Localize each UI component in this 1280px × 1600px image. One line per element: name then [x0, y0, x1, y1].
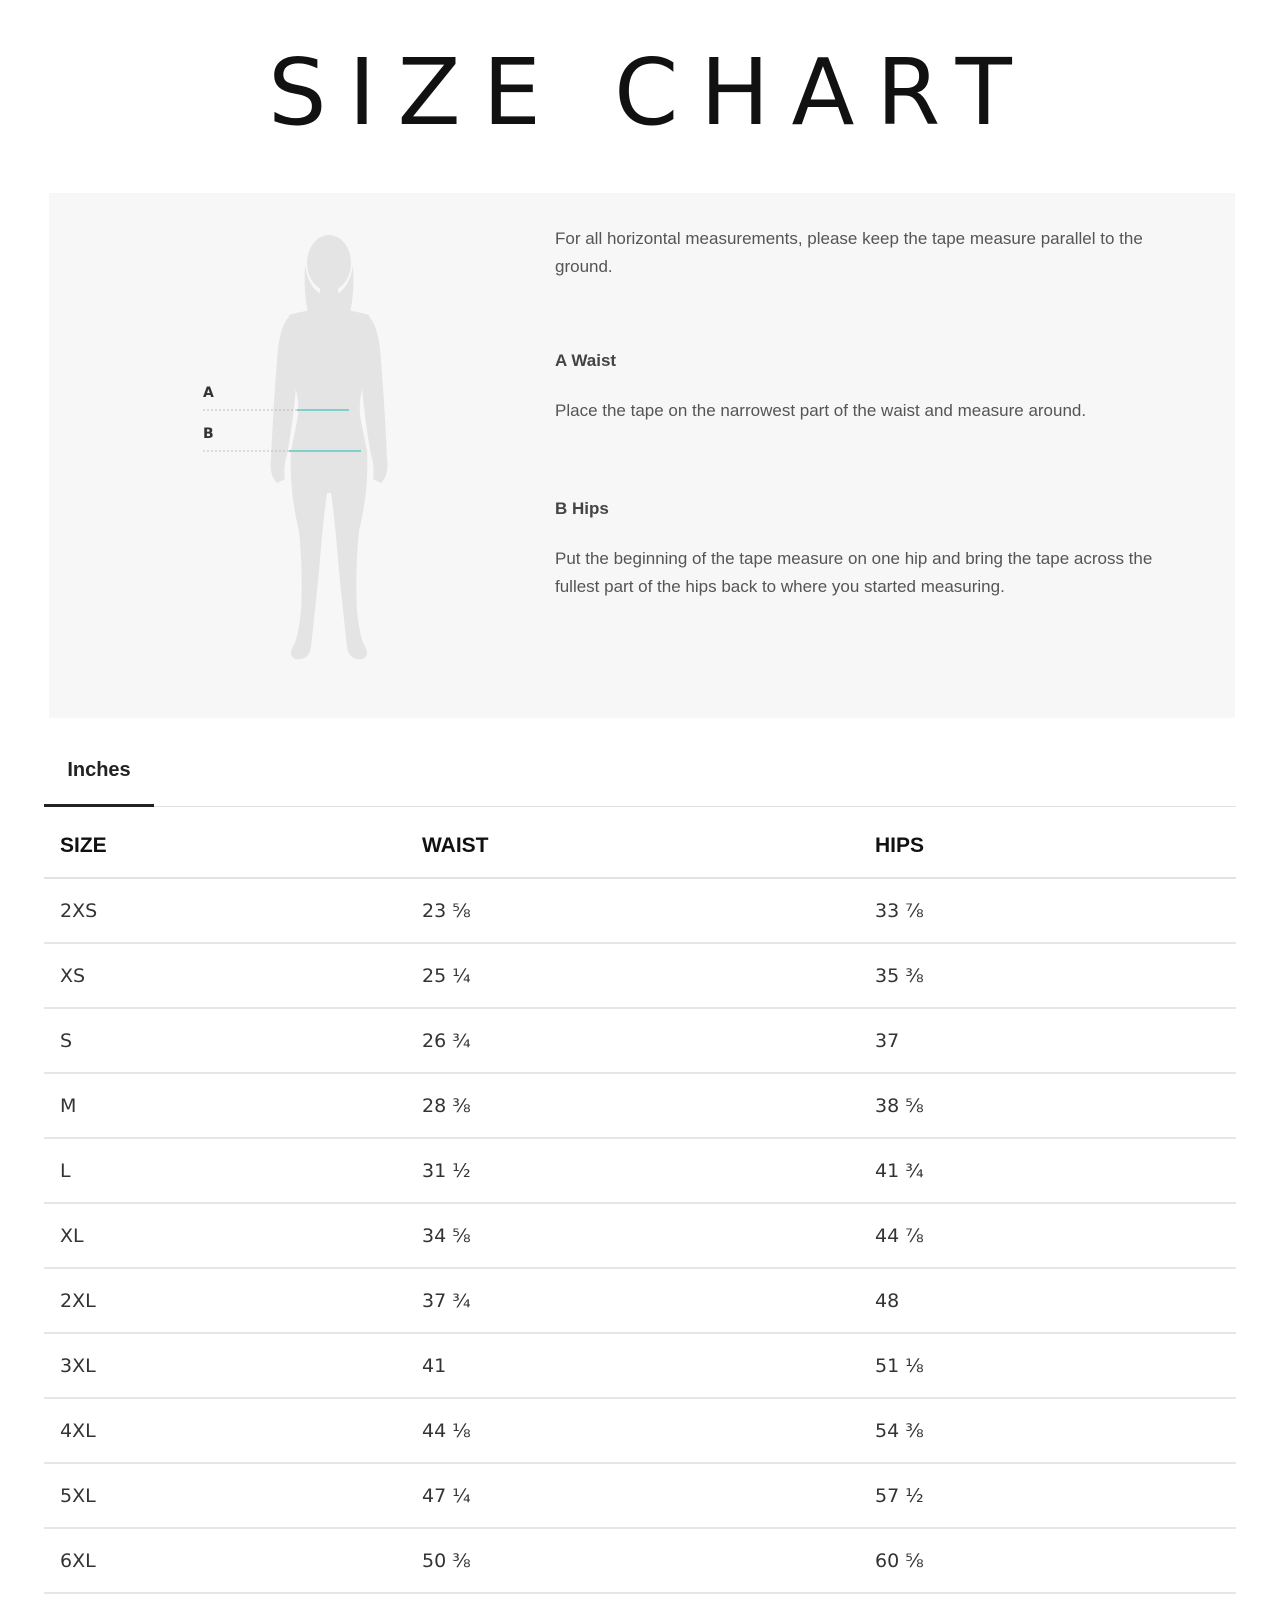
- header-waist: WAIST: [406, 815, 859, 878]
- hips-heading: B Hips: [555, 499, 609, 518]
- table-row: [44, 1008, 1236, 1073]
- size-table: [44, 815, 1236, 1594]
- hips-cell: 35 ⅜: [859, 943, 1236, 1008]
- body-figure: [199, 231, 459, 671]
- waist-cell: 50 ⅜: [406, 1528, 859, 1593]
- hips-cell: 57 ½: [859, 1463, 1236, 1528]
- unit-tabs: [44, 742, 1236, 807]
- hips-description: Put the beginning of the tape measure on one hip and bring the tape across the fullest part of the hips back to where you started measuring.: [555, 549, 1153, 596]
- page-title: SIZE CHART: [268, 39, 1034, 146]
- waist-cell: 37 ¾: [406, 1268, 859, 1333]
- waist-heading: A Waist: [555, 351, 617, 370]
- marker-a: A: [203, 385, 214, 401]
- table-row: [44, 943, 1236, 1008]
- table-row: [44, 1268, 1236, 1333]
- marker-b: B: [203, 426, 214, 442]
- measurement-guide: [49, 193, 1235, 718]
- hips-cell: 38 ⅝: [859, 1073, 1236, 1138]
- size-cell: 6XL: [44, 1528, 406, 1593]
- size-cell: 2XS: [44, 878, 406, 943]
- waist-cell: 26 ¾: [406, 1008, 859, 1073]
- waist-cell: 25 ¼: [406, 943, 859, 1008]
- size-cell: M: [44, 1073, 406, 1138]
- waist-cell: 23 ⅝: [406, 878, 859, 943]
- waist-cell: 47 ¼: [406, 1463, 859, 1528]
- hips-cell: 33 ⅞: [859, 878, 1236, 943]
- tab-inches[interactable]: Inches: [44, 742, 154, 807]
- size-cell: 3XL: [44, 1333, 406, 1398]
- table-row: [44, 1398, 1236, 1463]
- size-cell: 5XL: [44, 1463, 406, 1528]
- waist-description: Place the tape on the narrowest part of the waist and measure around.: [555, 401, 1087, 420]
- waist-cell: 31 ½: [406, 1138, 859, 1203]
- hips-cell: 48: [859, 1268, 1236, 1333]
- hips-cell: 60 ⅝: [859, 1528, 1236, 1593]
- table-row: [44, 878, 1236, 943]
- size-cell: 4XL: [44, 1398, 406, 1463]
- table-row: [44, 1463, 1236, 1528]
- hips-cell: 51 ⅛: [859, 1333, 1236, 1398]
- header-hips: HIPS: [859, 815, 1236, 878]
- table-row: [44, 1138, 1236, 1203]
- table-header-row: [44, 815, 1236, 878]
- size-cell: 2XL: [44, 1268, 406, 1333]
- female-silhouette-icon: [199, 231, 459, 671]
- size-cell: S: [44, 1008, 406, 1073]
- hips-cell: 37: [859, 1008, 1236, 1073]
- waist-cell: 28 ⅜: [406, 1073, 859, 1138]
- waist-cell: 34 ⅝: [406, 1203, 859, 1268]
- hips-cell: 54 ⅜: [859, 1398, 1236, 1463]
- table-row: [44, 1333, 1236, 1398]
- header-size: SIZE: [44, 815, 406, 878]
- table-row: [44, 1528, 1236, 1593]
- table-row: [44, 1073, 1236, 1138]
- size-cell: L: [44, 1138, 406, 1203]
- guide-intro: For all horizontal measurements, please keep the tape measure parallel to the ground.: [555, 229, 1143, 276]
- waist-cell: 44 ⅛: [406, 1398, 859, 1463]
- table-row: [44, 1203, 1236, 1268]
- hips-cell: 44 ⅞: [859, 1203, 1236, 1268]
- waist-cell: 41: [406, 1333, 859, 1398]
- hips-cell: 41 ¾: [859, 1138, 1236, 1203]
- size-cell: XS: [44, 943, 406, 1008]
- size-cell: XL: [44, 1203, 406, 1268]
